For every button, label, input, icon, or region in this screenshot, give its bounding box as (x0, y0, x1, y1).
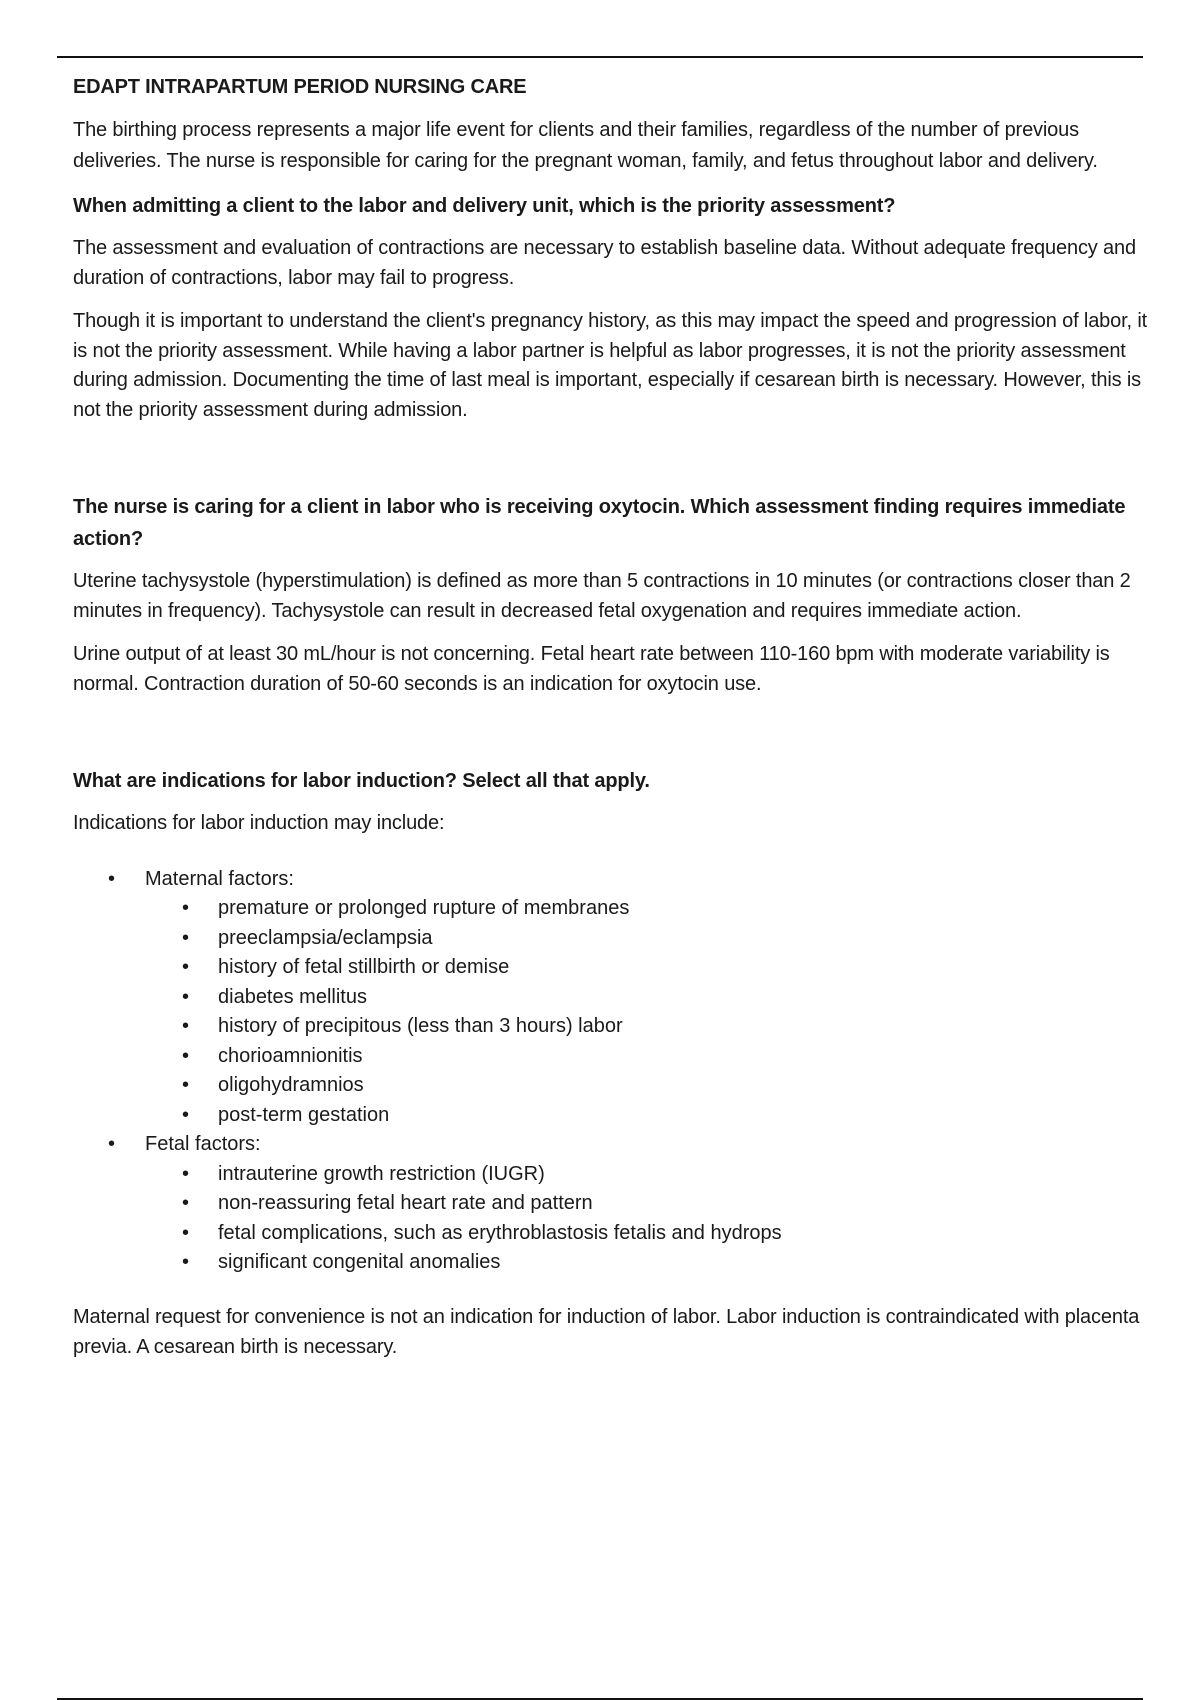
list-item: • non-reassuring fetal heart rate and pattern (73, 1189, 1163, 1219)
document-page (73, 72, 1163, 1363)
list-item: • premature or prolonged rupture of membranes (73, 894, 1163, 924)
top-divider (57, 56, 1143, 58)
question-1-answer-1: The assessment and evaluation of contractions are necessary to establish baseline data. Without adequate frequency and duration of contractions, labor may fail to progress. (73, 237, 1136, 289)
maternal-factors-list (145, 894, 1163, 1130)
indications-list (73, 865, 1163, 1278)
list-item: • chorioamnionitis (73, 1042, 1163, 1072)
list-item: • fetal complications, such as erythroblastosis fetalis and hydrops (73, 1219, 1163, 1249)
question-2-answer-2: Urine output of at least 30 mL/hour is not concerning. Fetal heart rate between 110-160 bpm with moderate variability is normal. Contraction duration of 50-60 seconds is an indication for oxytocin use. (73, 643, 1110, 695)
indication-group-fetal (73, 1130, 1163, 1278)
bullet-icon: • (182, 1015, 190, 1037)
bullet-icon: • (182, 1044, 190, 1067)
list-item: • diabetes mellitus (73, 983, 1163, 1013)
bullet-icon: • (182, 1074, 190, 1096)
group-label: Maternal factors: (145, 867, 294, 890)
fetal-factors-list (145, 1160, 1163, 1278)
group-label: Fetal factors: (145, 1133, 261, 1155)
list-item: • intrauterine growth restriction (IUGR) (73, 1160, 1163, 1190)
bullet-icon: • (108, 867, 116, 890)
indication-group-maternal (73, 865, 1163, 1131)
question-3: What are indications for labor induction? Select all that apply. (73, 770, 650, 792)
bullet-icon: • (182, 1251, 190, 1273)
bullet-icon: • (182, 1192, 190, 1214)
bullet-icon: • (182, 1221, 190, 1244)
bullet-icon: • (182, 1103, 190, 1126)
bullet-icon: • (182, 985, 190, 1008)
question-2-answer-1: Uterine tachysystole (hyperstimulation) is defined as more than 5 contractions in 10 minutes (or contractions closer than 2 minutes in frequency). Tachysystole can result in decreased fetal oxygenation and requires immediate action. (73, 570, 1131, 622)
intro-paragraph: The birthing process represents a major life event for clients and their families, regardless of the number of previous deliveries. The nurse is responsible for caring for the pregnant woman, family, and fetus throughout labor and delivery. (73, 119, 1098, 172)
bullet-icon: • (182, 1162, 190, 1185)
bullet-icon: • (182, 926, 190, 949)
list-item: • preeclampsia/eclampsia (73, 924, 1163, 954)
document-title: EDAPT INTRAPARTUM PERIOD NURSING CARE (73, 76, 527, 98)
bullet-icon: • (108, 1133, 116, 1155)
question-1: When admitting a client to the labor and delivery unit, which is the priority assessment? (73, 195, 896, 217)
list-item: • history of fetal stillbirth or demise (73, 953, 1163, 983)
list-item: • significant congenital anomalies (73, 1248, 1163, 1278)
question-2: The nurse is caring for a client in labor who is receiving oxytocin. Which assessment finding requires immediate action? (73, 496, 1126, 550)
list-item: • post-term gestation (73, 1101, 1163, 1131)
question-3-lead: Indications for labor induction may include: (73, 812, 445, 834)
bullet-icon: • (182, 897, 190, 919)
question-1-answer-2: Though it is important to understand the client's pregnancy history, as this may impact the speed and progression of labor, it is not the priority assessment. While having a labor partner is helpful as labor progresses, it is not the priority assessment during admission. Documenting the time of last meal is important, especially if cesarean birth is necessary. However, this is not the priority assessment during admission. (73, 310, 1148, 421)
list-item: • history of precipitous (less than 3 hours) labor (73, 1012, 1163, 1042)
bullet-icon: • (182, 956, 190, 978)
question-3-closing: Maternal request for convenience is not an indication for induction of labor. Labor induction is contraindicated with placenta previa. A cesarean birth is necessary. (73, 1305, 1140, 1358)
list-item: • oligohydramnios (73, 1071, 1163, 1101)
